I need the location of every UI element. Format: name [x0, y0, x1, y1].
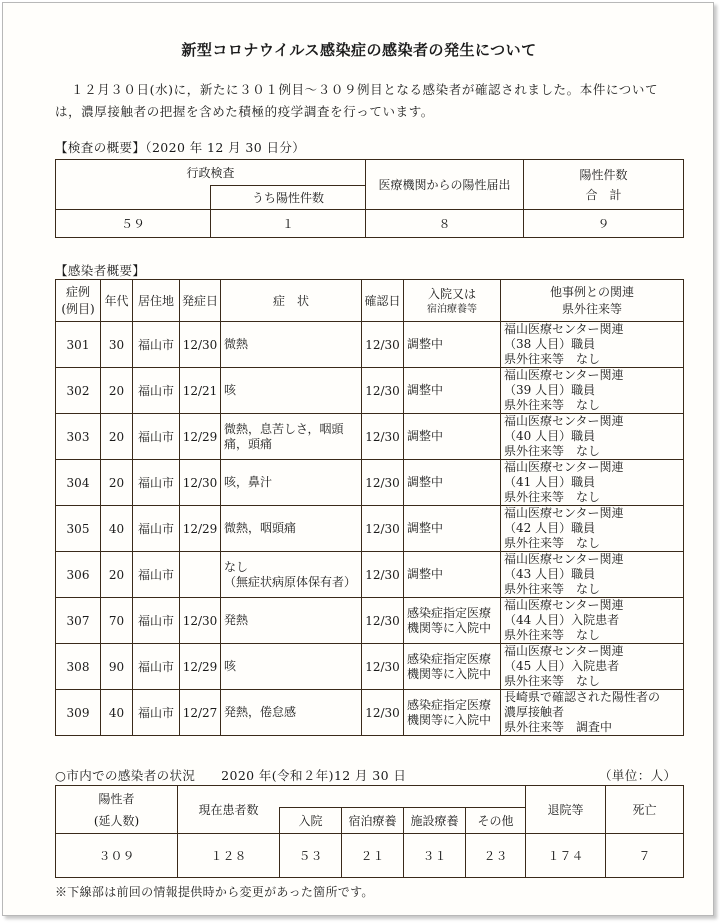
case-number: [56, 552, 101, 598]
case-relation: [501, 506, 684, 552]
case-relation-line: 県外往来等 なし: [504, 352, 601, 366]
case-age: [101, 414, 133, 460]
case-residence-text: 福山市: [137, 660, 174, 674]
case-symptoms-text: 咳，鼻汁: [224, 475, 273, 489]
table-row: [56, 460, 684, 506]
case-confirmed-text: 12/30: [365, 383, 400, 398]
table-row: [56, 322, 684, 368]
case-relation-line: 県外往来等 調査中: [504, 720, 613, 734]
table-row: [56, 506, 684, 552]
case-residence: [133, 368, 180, 414]
case-residence-text: 福山市: [137, 568, 174, 582]
case-number-text: 308: [66, 659, 90, 674]
header-relation: [501, 280, 684, 322]
case-confirmed-text: 12/30: [365, 705, 400, 720]
status-hospitalized-value: ５３: [280, 834, 342, 878]
case-age-text: 20: [108, 429, 125, 444]
case-relation: [501, 414, 684, 460]
case-relation-line: 県外往来等 なし: [504, 674, 601, 688]
case-number: [56, 460, 101, 506]
case-onset-text: 12/27: [182, 705, 218, 720]
header-relation-line2: 県外往来等: [561, 301, 622, 316]
case-age: [101, 644, 133, 690]
case-number-text: 305: [66, 521, 90, 536]
case-relation-line: （42 人目）職員: [504, 521, 596, 535]
case-number: [56, 644, 101, 690]
case-symptoms: [221, 322, 362, 368]
document-page: [2, 2, 714, 916]
case-age-text: 40: [108, 521, 125, 536]
case-relation-line: （43 人目）職員: [504, 567, 596, 581]
cases-table: [55, 279, 684, 736]
header-case: [56, 280, 101, 322]
case-confirmed-text: 12/30: [365, 567, 400, 582]
status-deaths-value: ７: [606, 834, 684, 878]
city-status-unit: （単位：人）: [599, 768, 677, 783]
case-confirmed: [362, 414, 404, 460]
case-status-text: 調整中: [407, 567, 444, 581]
case-onset: [180, 690, 221, 736]
cases-heading: 【感染者概要】: [55, 263, 146, 278]
case-relation-line: 長崎県で確認された陽性者の: [504, 690, 661, 704]
case-status-text: 調整中: [407, 475, 444, 489]
case-relation-line: （38 人目）職員: [504, 337, 596, 351]
case-residence-text: 福山市: [137, 430, 174, 444]
case-onset: [180, 414, 221, 460]
case-symptoms: [221, 644, 362, 690]
status-other-header: その他: [466, 808, 526, 834]
case-relation-line: 県外往来等 なし: [504, 582, 601, 596]
case-relation-line: 福山医療センター関連: [504, 460, 624, 474]
case-status: [404, 322, 501, 368]
header-onset: 発症日: [180, 280, 221, 322]
case-confirmed: [362, 552, 404, 598]
case-onset: [180, 368, 221, 414]
case-onset-text: 12/29: [182, 659, 218, 674]
case-number: [56, 368, 101, 414]
case-onset-text: 12/30: [182, 337, 218, 352]
case-relation-line: （45 人目）入院患者: [504, 659, 620, 673]
case-age-text: 20: [108, 567, 125, 582]
table-row: [56, 414, 684, 460]
case-symptoms: [221, 506, 362, 552]
inspection-admin-header: 行政検査: [56, 160, 366, 186]
case-confirmed-text: 12/30: [365, 475, 400, 490]
case-age: [101, 552, 133, 598]
table-row: [56, 598, 684, 644]
case-age: [101, 322, 133, 368]
case-status: [404, 690, 501, 736]
status-facility-value: ３１: [404, 834, 466, 878]
case-confirmed-text: 12/30: [365, 521, 400, 536]
case-relation: [501, 598, 684, 644]
inspection-admin-value: ５９: [56, 210, 211, 238]
header-residence: 居住地: [133, 280, 180, 322]
case-age: [101, 368, 133, 414]
case-age-text: 40: [108, 705, 125, 720]
inspection-heading: 【検査の概要】（2020 年 12 月 30 日分）: [55, 140, 306, 155]
case-number: [56, 414, 101, 460]
case-residence: [133, 598, 180, 644]
table-row: [56, 644, 684, 690]
city-status-heading: ○市内での感染者の状況 2020 年(令和２年)12 月 30 日: [55, 768, 407, 783]
case-relation-line: 県外往来等 なし: [504, 628, 601, 642]
status-current-value: １２８: [178, 834, 280, 878]
document-title: 新型コロナウイルス感染症の感染者の発生について: [181, 41, 537, 59]
case-relation: [501, 644, 684, 690]
case-status-text: 調整中: [407, 337, 444, 351]
case-status: [404, 414, 501, 460]
case-symptoms-text: 微熱: [224, 337, 249, 351]
case-onset-text: 12/30: [182, 613, 218, 628]
case-status-text: 感染症指定医療機関等に入院中: [407, 697, 492, 727]
status-other-value: ２３: [466, 834, 526, 878]
case-age: [101, 506, 133, 552]
case-number-text: 303: [66, 429, 90, 444]
case-confirmed-text: 12/30: [365, 613, 400, 628]
case-confirmed: [362, 598, 404, 644]
case-relation-line: 県外往来等 なし: [504, 398, 601, 412]
case-confirmed: [362, 322, 404, 368]
case-onset: [180, 322, 221, 368]
inspection-total-header-line2: 合 計: [585, 187, 622, 202]
header-age: 年代: [101, 280, 133, 322]
case-relation-line: （41 人目）職員: [504, 475, 596, 489]
case-number-text: 302: [66, 383, 90, 398]
case-symptoms-text: 咳: [224, 659, 237, 673]
status-facility-header: 施設療養: [404, 808, 466, 834]
case-residence-text: 福山市: [137, 706, 174, 720]
inspection-total-header-line1: 陽性件数: [579, 167, 628, 182]
case-relation: [501, 690, 684, 736]
case-status-text: 感染症指定医療機関等に入院中: [407, 651, 492, 681]
header-case-line1: 症例: [65, 284, 90, 299]
case-confirmed: [362, 460, 404, 506]
case-onset-text: 12/29: [182, 429, 218, 444]
case-onset: [180, 460, 221, 506]
status-discharged-header: 退院等: [526, 786, 606, 834]
case-status-text: 調整中: [407, 429, 444, 443]
case-relation-line: 福山医療センター関連: [504, 598, 624, 612]
case-residence-text: 福山市: [137, 384, 174, 398]
inspection-admin-positive-value: １: [211, 210, 366, 238]
case-residence-text: 福山市: [137, 522, 174, 536]
header-relation-line1: 他事例との関連: [549, 284, 634, 299]
case-number-text: 307: [66, 613, 90, 628]
case-status-text: 調整中: [407, 383, 444, 397]
status-lodging-value: ２１: [342, 834, 404, 878]
header-hospital-line2: 宿泊療養等: [427, 303, 477, 315]
case-residence: [133, 552, 180, 598]
case-symptoms: [221, 552, 362, 598]
case-symptoms: [221, 460, 362, 506]
case-residence-text: 福山市: [137, 614, 174, 628]
case-relation-line: 濃厚接触者: [504, 705, 565, 719]
header-case-line2: (例目): [61, 301, 95, 316]
table-row: [56, 690, 684, 736]
case-onset: [180, 552, 221, 598]
case-number-text: 301: [66, 337, 90, 352]
case-symptoms-text: 咳: [224, 383, 237, 397]
inspection-table: [55, 159, 684, 238]
case-residence: [133, 460, 180, 506]
status-deaths-header: 死亡: [606, 786, 684, 834]
case-relation-line: 福山医療センター関連: [504, 506, 624, 520]
case-symptoms: [221, 414, 362, 460]
case-residence: [133, 414, 180, 460]
case-number: [56, 506, 101, 552]
case-age-text: 30: [108, 337, 125, 352]
case-age: [101, 460, 133, 506]
status-positive-header-line1: 陽性者: [98, 791, 135, 806]
case-number-text: 306: [66, 567, 90, 582]
case-confirmed-text: 12/30: [365, 429, 400, 444]
case-status: [404, 552, 501, 598]
case-age-text: 90: [108, 659, 125, 674]
case-status: [404, 506, 501, 552]
status-lodging-header: 宿泊療養: [342, 808, 404, 834]
header-hospital: [404, 280, 501, 322]
case-number: [56, 598, 101, 644]
case-symptoms-text: なし （無症状病原体保有者）: [224, 559, 357, 589]
case-onset: [180, 506, 221, 552]
case-residence-text: 福山市: [137, 476, 174, 490]
case-age-text: 20: [108, 475, 125, 490]
case-relation: [501, 322, 684, 368]
case-age: [101, 598, 133, 644]
case-status-text: 調整中: [407, 521, 444, 535]
inspection-total-value: ９: [524, 210, 684, 238]
case-onset-text: 12/30: [182, 475, 218, 490]
case-relation-line: 福山医療センター関連: [504, 552, 624, 566]
case-relation-line: 県外往来等 なし: [504, 536, 601, 550]
inspection-medical-value: ８: [366, 210, 524, 238]
case-symptoms-text: 発熱: [224, 613, 249, 627]
case-onset: [180, 644, 221, 690]
case-residence: [133, 644, 180, 690]
case-relation-line: 県外往来等 なし: [504, 444, 601, 458]
case-relation-line: （44 人目）入院患者: [504, 613, 620, 627]
case-age: [101, 690, 133, 736]
case-confirmed-text: 12/30: [365, 659, 400, 674]
status-hospitalized-header: 入院: [280, 808, 342, 834]
case-symptoms: [221, 368, 362, 414]
footnote: ※下線部は前回の情報提供時から変更があった箇所です。: [55, 885, 374, 899]
case-confirmed-text: 12/30: [365, 337, 400, 352]
status-current-spacer: [280, 786, 526, 808]
status-discharged-value: １７４: [526, 834, 606, 878]
header-hospital-line1: 入院又は: [427, 286, 476, 301]
case-symptoms-text: 微熱，咽頭痛: [224, 521, 297, 535]
header-symptoms: 症 状: [221, 280, 362, 322]
case-residence: [133, 506, 180, 552]
case-symptoms-text: 発熱，倦怠感: [224, 705, 297, 719]
inspection-medical-header: 医療機関からの陽性届出: [366, 160, 524, 210]
status-current-header: 現在患者数: [178, 786, 280, 834]
case-relation-line: 福山医療センター関連: [504, 368, 624, 382]
inspection-admin-positive-header: うち陽性件数: [211, 186, 366, 210]
case-relation-line: 県外往来等 なし: [504, 490, 601, 504]
table-row: [56, 368, 684, 414]
case-rows: [56, 322, 684, 736]
inspection-total-header: [524, 160, 684, 210]
case-confirmed: [362, 690, 404, 736]
case-residence: [133, 690, 180, 736]
status-positive-header-line2: (延人数): [93, 813, 140, 828]
case-relation: [501, 552, 684, 598]
case-relation-line: （39 人目）職員: [504, 383, 596, 397]
case-confirmed: [362, 506, 404, 552]
case-confirmed: [362, 368, 404, 414]
case-number-text: 304: [66, 475, 90, 490]
case-relation: [501, 460, 684, 506]
case-residence: [133, 322, 180, 368]
case-relation-line: （40 人目）職員: [504, 429, 596, 443]
case-confirmed: [362, 644, 404, 690]
case-onset: [180, 598, 221, 644]
case-relation-line: 福山医療センター関連: [504, 414, 624, 428]
table-row: [56, 552, 684, 598]
case-status: [404, 368, 501, 414]
case-number: [56, 690, 101, 736]
case-symptoms: [221, 690, 362, 736]
case-status: [404, 460, 501, 506]
city-status-table: [55, 785, 684, 878]
case-onset-text: 12/29: [182, 521, 218, 536]
case-status: [404, 644, 501, 690]
header-confirmed: 確認日: [362, 280, 404, 322]
status-positive-value: ３０９: [56, 834, 178, 878]
case-number-text: 309: [66, 705, 90, 720]
case-residence-text: 福山市: [137, 338, 174, 352]
case-status-text: 感染症指定医療機関等に入院中: [407, 605, 492, 635]
case-number: [56, 322, 101, 368]
case-age-text: 20: [108, 383, 125, 398]
intro-paragraph: １２月３０日(水)に，新たに３０１例目～３０９例目となる感染者が確認されました。本件については，濃厚接触者の把握を含めた積極的疫学調査を行っています。: [55, 82, 659, 119]
case-symptoms: [221, 598, 362, 644]
case-relation-line: 福山医療センター関連: [504, 322, 624, 336]
inspection-admin-spacer: [56, 186, 211, 210]
case-symptoms-text: 微熱，息苦しさ，咽頭痛，頭痛: [224, 421, 344, 451]
case-onset-text: 12/21: [182, 383, 218, 398]
case-age-text: 70: [108, 613, 125, 628]
case-status: [404, 598, 501, 644]
case-relation-line: 福山医療センター関連: [504, 644, 624, 658]
status-positive-header: [56, 786, 178, 834]
case-relation: [501, 368, 684, 414]
